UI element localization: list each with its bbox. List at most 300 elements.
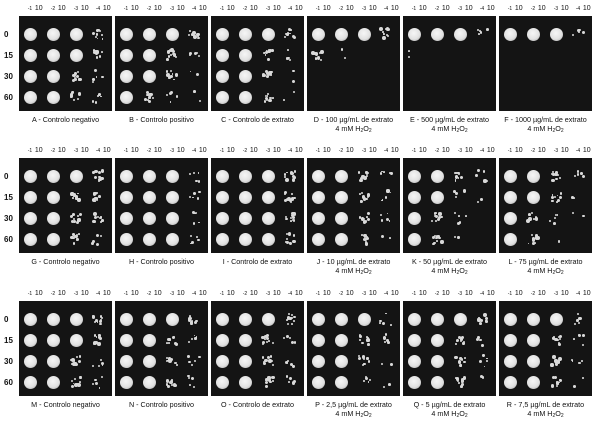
colony-dot bbox=[320, 59, 322, 61]
dilution-exponent: -1 bbox=[411, 291, 417, 297]
colony-dot bbox=[435, 220, 437, 222]
colony-spot bbox=[335, 28, 348, 41]
dilution-base: 10 bbox=[418, 290, 427, 297]
agar-plate bbox=[307, 16, 400, 111]
colony-dot bbox=[462, 342, 464, 344]
colony-dot bbox=[194, 360, 196, 362]
colony-dot bbox=[475, 174, 478, 177]
colony-dot bbox=[172, 336, 175, 339]
dilution-base: 10 bbox=[345, 290, 354, 297]
colony-dot bbox=[381, 200, 383, 202]
dilution-exponent: -4 bbox=[383, 291, 389, 297]
colony-dot bbox=[552, 337, 554, 339]
colony-dot bbox=[574, 323, 576, 325]
colony-dot bbox=[483, 170, 486, 173]
colony-dot bbox=[528, 243, 530, 245]
colony-spot bbox=[216, 376, 229, 389]
dilution-base: 10 bbox=[582, 5, 591, 12]
colony-dot bbox=[486, 28, 489, 31]
colony-dot bbox=[383, 33, 385, 35]
colony-dot bbox=[267, 93, 269, 95]
dilution-base: 10 bbox=[102, 147, 111, 154]
colony-dot bbox=[287, 316, 291, 320]
dilution-exponent: -1 bbox=[411, 6, 417, 12]
h2o2-prefix: 4 mM H bbox=[431, 409, 457, 418]
colony-dot bbox=[289, 337, 291, 339]
dilution-exponent: -2 bbox=[50, 291, 56, 297]
colony-dot bbox=[580, 172, 583, 175]
dilution-base: 10 bbox=[272, 147, 281, 154]
colony-dot bbox=[175, 73, 179, 77]
colony-dot bbox=[198, 191, 201, 194]
colony-dot bbox=[272, 97, 274, 99]
colony-dot bbox=[283, 99, 285, 101]
colony-dot bbox=[317, 57, 320, 60]
dilution-exponent: -1 bbox=[27, 148, 33, 154]
dilution-exponent: -4 bbox=[191, 148, 197, 154]
colony-dot bbox=[193, 222, 196, 225]
colony-dot bbox=[582, 215, 585, 218]
dilution-base: 10 bbox=[176, 290, 185, 297]
panel-caption bbox=[303, 400, 404, 421]
dilution-base: 10 bbox=[368, 5, 377, 12]
colony-dot bbox=[76, 238, 79, 241]
colony-dot bbox=[97, 38, 99, 40]
dilution-exponent: -1 bbox=[123, 148, 129, 154]
h2o2-subscript: 2 bbox=[456, 128, 460, 134]
dilution-base: 10 bbox=[130, 147, 139, 154]
colony-spot bbox=[312, 28, 325, 41]
agar-plate bbox=[499, 301, 592, 396]
agar-plate bbox=[403, 16, 496, 111]
dilution-base: 10 bbox=[34, 290, 43, 297]
colony-dot bbox=[78, 78, 82, 82]
h2o2-subscript: 2 bbox=[560, 413, 564, 419]
colony-spot bbox=[454, 28, 467, 41]
colony-spot bbox=[47, 70, 60, 83]
dilution-exponent: -2 bbox=[146, 6, 152, 12]
colony-dot bbox=[99, 323, 101, 325]
colony-dot bbox=[454, 212, 456, 214]
dilution-exponent: -4 bbox=[95, 148, 101, 154]
colony-dot bbox=[294, 170, 297, 173]
colony-dot bbox=[582, 344, 584, 346]
colony-spot bbox=[216, 233, 229, 246]
colony-spot bbox=[239, 212, 252, 225]
colony-dot bbox=[551, 200, 553, 202]
colony-dot bbox=[188, 341, 191, 344]
colony-spot bbox=[454, 313, 467, 326]
dilution-base: 10 bbox=[130, 5, 139, 12]
colony-spot bbox=[550, 313, 563, 326]
h2o2-mid: O bbox=[555, 124, 561, 133]
colony-dot bbox=[71, 380, 73, 382]
colony-spot bbox=[24, 376, 37, 389]
h2o2-mid: O bbox=[363, 266, 369, 275]
colony-dot bbox=[582, 31, 585, 34]
dilution-base: 10 bbox=[441, 147, 450, 154]
panel-caption bbox=[111, 115, 212, 124]
colony-dot bbox=[556, 383, 559, 386]
colony-dot bbox=[78, 233, 80, 235]
colony-dot bbox=[192, 197, 194, 199]
colony-dot bbox=[361, 342, 364, 345]
colony-spot bbox=[312, 191, 325, 204]
colony-dot bbox=[171, 379, 173, 381]
colony-dot bbox=[315, 57, 318, 60]
colony-spot bbox=[24, 233, 37, 246]
colony-dot bbox=[456, 339, 459, 342]
colony-dot bbox=[199, 100, 201, 102]
dilution-exponent: -2 bbox=[50, 6, 56, 12]
colony-dot bbox=[480, 198, 483, 201]
h2o2-subscript: 2 bbox=[456, 413, 460, 419]
dilution-base: 10 bbox=[322, 290, 331, 297]
dilution-exponent: -3 bbox=[553, 291, 559, 297]
colony-dot bbox=[197, 197, 200, 200]
panel-caption bbox=[399, 115, 500, 136]
colony-spot bbox=[120, 313, 133, 326]
colony-dot bbox=[367, 194, 370, 197]
dilution-base: 10 bbox=[464, 290, 473, 297]
colony-dot bbox=[189, 54, 191, 56]
h2o2-subscript: 2 bbox=[560, 270, 564, 276]
colony-dot bbox=[464, 190, 466, 192]
h2o2-mid: O bbox=[363, 124, 369, 133]
dilution-header bbox=[307, 4, 400, 16]
dilution-base: 10 bbox=[322, 147, 331, 154]
caption-line-1: A - Controlo negativo bbox=[31, 115, 100, 124]
dilution-exponent: -4 bbox=[191, 6, 197, 12]
colony-spot bbox=[239, 313, 252, 326]
caption-line-1: E - 500 µg/mL de extrato bbox=[410, 115, 489, 124]
colony-dot bbox=[358, 357, 361, 360]
colony-dot bbox=[389, 220, 391, 222]
colony-spot bbox=[143, 70, 156, 83]
colony-dot bbox=[191, 338, 193, 340]
dilution-exponent: -2 bbox=[146, 148, 152, 154]
h2o2-subscript: 2 bbox=[368, 270, 372, 276]
dilution-header bbox=[211, 4, 304, 16]
colony-dot bbox=[556, 381, 558, 383]
colony-spot bbox=[143, 233, 156, 246]
colony-dot bbox=[582, 175, 585, 178]
colony-dot bbox=[366, 216, 368, 218]
dilution-exponent: -1 bbox=[219, 291, 225, 297]
colony-dot bbox=[270, 355, 272, 357]
dilution-exponent: -1 bbox=[219, 6, 225, 12]
dilution-base: 10 bbox=[272, 5, 281, 12]
colony-dot bbox=[477, 201, 479, 203]
dilution-base: 10 bbox=[176, 5, 185, 12]
caption-line-2 bbox=[399, 124, 500, 136]
colony-dot bbox=[101, 76, 103, 78]
dilution-exponent: -1 bbox=[507, 6, 513, 12]
dilution-header bbox=[403, 289, 496, 301]
colony-dot bbox=[383, 171, 385, 173]
dilution-base: 10 bbox=[34, 5, 43, 12]
colony-spot bbox=[504, 334, 517, 347]
colony-spot bbox=[312, 233, 325, 246]
colony-spot bbox=[70, 313, 83, 326]
colony-spot bbox=[47, 28, 60, 41]
colony-dot bbox=[173, 79, 175, 81]
caption-line-1: H - Controlo positivo bbox=[128, 257, 195, 266]
colony-dot bbox=[98, 93, 101, 96]
panel-caption bbox=[495, 257, 596, 278]
colony-dot bbox=[557, 214, 559, 216]
colony-dot bbox=[101, 169, 104, 172]
colony-spot bbox=[47, 334, 60, 347]
colony-dot bbox=[458, 382, 460, 384]
colony-dot bbox=[166, 94, 168, 96]
colony-dot bbox=[293, 380, 296, 383]
dilution-exponent: -3 bbox=[265, 291, 271, 297]
colony-spot bbox=[408, 355, 421, 368]
colony-dot bbox=[70, 95, 73, 98]
colony-dot bbox=[101, 51, 103, 53]
panel-caption bbox=[303, 257, 404, 278]
colony-dot bbox=[175, 343, 178, 346]
colony-dot bbox=[555, 173, 557, 175]
colony-spot bbox=[216, 170, 229, 183]
colony-dot bbox=[188, 361, 190, 363]
colony-spot bbox=[216, 70, 229, 83]
colony-dot bbox=[571, 196, 574, 199]
colony-dot bbox=[95, 101, 98, 104]
colony-dot bbox=[559, 177, 562, 180]
colony-spot bbox=[216, 313, 229, 326]
colony-dot bbox=[168, 357, 171, 360]
caption-line-1: C - Controlo de extrato bbox=[221, 115, 294, 124]
dilution-base: 10 bbox=[57, 290, 66, 297]
dilution-base: 10 bbox=[464, 147, 473, 154]
colony-dot bbox=[77, 98, 79, 100]
colony-dot bbox=[176, 364, 178, 366]
colony-spot bbox=[358, 28, 371, 41]
colony-dot bbox=[98, 180, 100, 182]
colony-spot bbox=[262, 233, 275, 246]
caption-line-2 bbox=[303, 266, 404, 278]
dilution-base: 10 bbox=[514, 147, 523, 154]
colony-dot bbox=[557, 199, 560, 202]
colony-dot bbox=[265, 54, 267, 56]
dilution-header bbox=[211, 289, 304, 301]
colony-dot bbox=[187, 355, 190, 358]
colony-dot bbox=[578, 322, 581, 325]
dilution-base: 10 bbox=[537, 290, 546, 297]
dilution-base: 10 bbox=[226, 5, 235, 12]
colony-dot bbox=[551, 384, 554, 387]
colony-spot bbox=[24, 28, 37, 41]
colony-dot bbox=[78, 198, 80, 200]
colony-spot bbox=[239, 191, 252, 204]
colony-dot bbox=[454, 356, 457, 359]
colony-dot bbox=[573, 385, 576, 388]
colony-dot bbox=[528, 214, 531, 217]
time-label: 60 bbox=[4, 93, 13, 102]
agar-plate bbox=[115, 158, 208, 253]
colony-dot bbox=[368, 381, 370, 383]
h2o2-subscript: 2 bbox=[360, 270, 364, 276]
h2o2-prefix: 4 mM H bbox=[335, 409, 361, 418]
colony-dot bbox=[531, 234, 533, 236]
colony-dot bbox=[267, 95, 269, 97]
colony-spot bbox=[120, 334, 133, 347]
colony-dot bbox=[74, 378, 76, 380]
dilution-base: 10 bbox=[390, 290, 399, 297]
colony-spot bbox=[239, 28, 252, 41]
dilution-exponent: -4 bbox=[287, 148, 293, 154]
colony-spot bbox=[335, 212, 348, 225]
dilution-base: 10 bbox=[486, 5, 495, 12]
colony-dot bbox=[344, 57, 347, 60]
h2o2-subscript: 2 bbox=[552, 128, 556, 134]
dilution-exponent: -4 bbox=[575, 291, 581, 297]
dilution-base: 10 bbox=[368, 147, 377, 154]
colony-dot bbox=[78, 360, 81, 363]
dilution-exponent: -1 bbox=[27, 6, 33, 12]
dilution-header bbox=[307, 289, 400, 301]
colony-dot bbox=[341, 48, 344, 51]
colony-dot bbox=[189, 30, 191, 32]
colony-spot bbox=[239, 334, 252, 347]
dilution-exponent: -2 bbox=[146, 291, 152, 297]
colony-spot bbox=[47, 313, 60, 326]
colony-dot bbox=[93, 212, 97, 216]
colony-spot bbox=[527, 355, 540, 368]
dilution-base: 10 bbox=[560, 147, 569, 154]
colony-spot bbox=[239, 49, 252, 62]
colony-dot bbox=[270, 74, 272, 76]
dilution-base: 10 bbox=[80, 290, 89, 297]
caption-line-2 bbox=[495, 409, 596, 421]
dilution-base: 10 bbox=[226, 147, 235, 154]
dilution-base: 10 bbox=[418, 5, 427, 12]
dilution-base: 10 bbox=[34, 147, 43, 154]
colony-spot bbox=[504, 355, 517, 368]
colony-dot bbox=[535, 216, 538, 219]
panel-caption bbox=[207, 257, 308, 266]
dilution-exponent: -1 bbox=[315, 6, 321, 12]
caption-line-1: I - Controlo de extrato bbox=[222, 257, 293, 266]
colony-spot bbox=[216, 49, 229, 62]
colony-dot bbox=[152, 97, 154, 99]
colony-dot bbox=[265, 385, 267, 387]
colony-dot bbox=[285, 178, 289, 182]
colony-dot bbox=[479, 360, 482, 363]
time-label: 30 bbox=[4, 214, 13, 223]
colony-dot bbox=[102, 38, 104, 40]
colony-dot bbox=[291, 197, 294, 200]
colony-dot bbox=[267, 58, 270, 61]
colony-spot bbox=[312, 212, 325, 225]
h2o2-subscript: 2 bbox=[464, 413, 468, 419]
colony-dot bbox=[367, 343, 370, 346]
colony-dot bbox=[96, 336, 98, 338]
colony-dot bbox=[166, 383, 168, 385]
dilution-exponent: -3 bbox=[169, 6, 175, 12]
colony-dot bbox=[435, 215, 438, 218]
dilution-header bbox=[499, 289, 592, 301]
colony-dot bbox=[263, 361, 265, 363]
colony-dot bbox=[271, 376, 274, 379]
time-label: 15 bbox=[4, 336, 13, 345]
colony-dot bbox=[97, 342, 100, 345]
colony-dot bbox=[92, 32, 95, 35]
h2o2-prefix: 4 mM H bbox=[527, 124, 553, 133]
colony-spot bbox=[47, 91, 60, 104]
colony-spot bbox=[262, 28, 275, 41]
colony-spot bbox=[47, 376, 60, 389]
time-label: 60 bbox=[4, 235, 13, 244]
colony-dot bbox=[293, 91, 295, 93]
dilution-exponent: -1 bbox=[123, 6, 129, 12]
colony-dot bbox=[96, 51, 100, 55]
colony-spot bbox=[408, 191, 421, 204]
colony-dot bbox=[553, 222, 556, 225]
colony-dot bbox=[479, 322, 482, 325]
colony-spot bbox=[408, 376, 421, 389]
colony-dot bbox=[390, 363, 393, 366]
h2o2-mid: O bbox=[363, 409, 369, 418]
agar-plate bbox=[115, 16, 208, 111]
colony-dot bbox=[294, 341, 297, 344]
colony-spot bbox=[47, 233, 60, 246]
dilution-exponent: -1 bbox=[315, 291, 321, 297]
colony-dot bbox=[96, 243, 99, 246]
dilution-exponent: -1 bbox=[507, 148, 513, 154]
colony-dot bbox=[101, 219, 104, 222]
colony-spot bbox=[239, 355, 252, 368]
dilution-base: 10 bbox=[294, 147, 303, 154]
colony-dot bbox=[290, 220, 292, 222]
dilution-exponent: -1 bbox=[507, 291, 513, 297]
colony-dot bbox=[549, 220, 551, 222]
colony-spot bbox=[216, 355, 229, 368]
colony-dot bbox=[559, 335, 562, 338]
caption-line-2 bbox=[399, 409, 500, 421]
colony-dot bbox=[574, 175, 576, 177]
panel-caption bbox=[111, 257, 212, 266]
colony-dot bbox=[72, 79, 75, 82]
colony-dot bbox=[557, 195, 559, 197]
dilution-header bbox=[211, 146, 304, 158]
time-label: 0 bbox=[4, 315, 9, 324]
colony-dot bbox=[99, 387, 101, 389]
colony-dot bbox=[71, 220, 74, 223]
agar-plate bbox=[403, 158, 496, 253]
colony-dot bbox=[559, 196, 562, 199]
colony-dot bbox=[286, 375, 288, 377]
dilution-base: 10 bbox=[249, 5, 258, 12]
colony-dot bbox=[265, 97, 268, 100]
colony-dot bbox=[284, 193, 286, 195]
colony-dot bbox=[285, 218, 288, 221]
colony-dot bbox=[363, 176, 366, 179]
colony-dot bbox=[478, 33, 480, 35]
colony-dot bbox=[100, 235, 102, 237]
colony-dot bbox=[554, 217, 556, 219]
colony-dot bbox=[552, 355, 556, 359]
caption-line-1: Q - 5 µg/mL de extrato bbox=[413, 400, 486, 409]
colony-dot bbox=[96, 192, 98, 194]
colony-dot bbox=[365, 377, 368, 380]
colony-spot bbox=[24, 334, 37, 347]
colony-dot bbox=[96, 76, 98, 78]
colony-dot bbox=[358, 171, 361, 174]
panel-caption bbox=[15, 257, 116, 266]
